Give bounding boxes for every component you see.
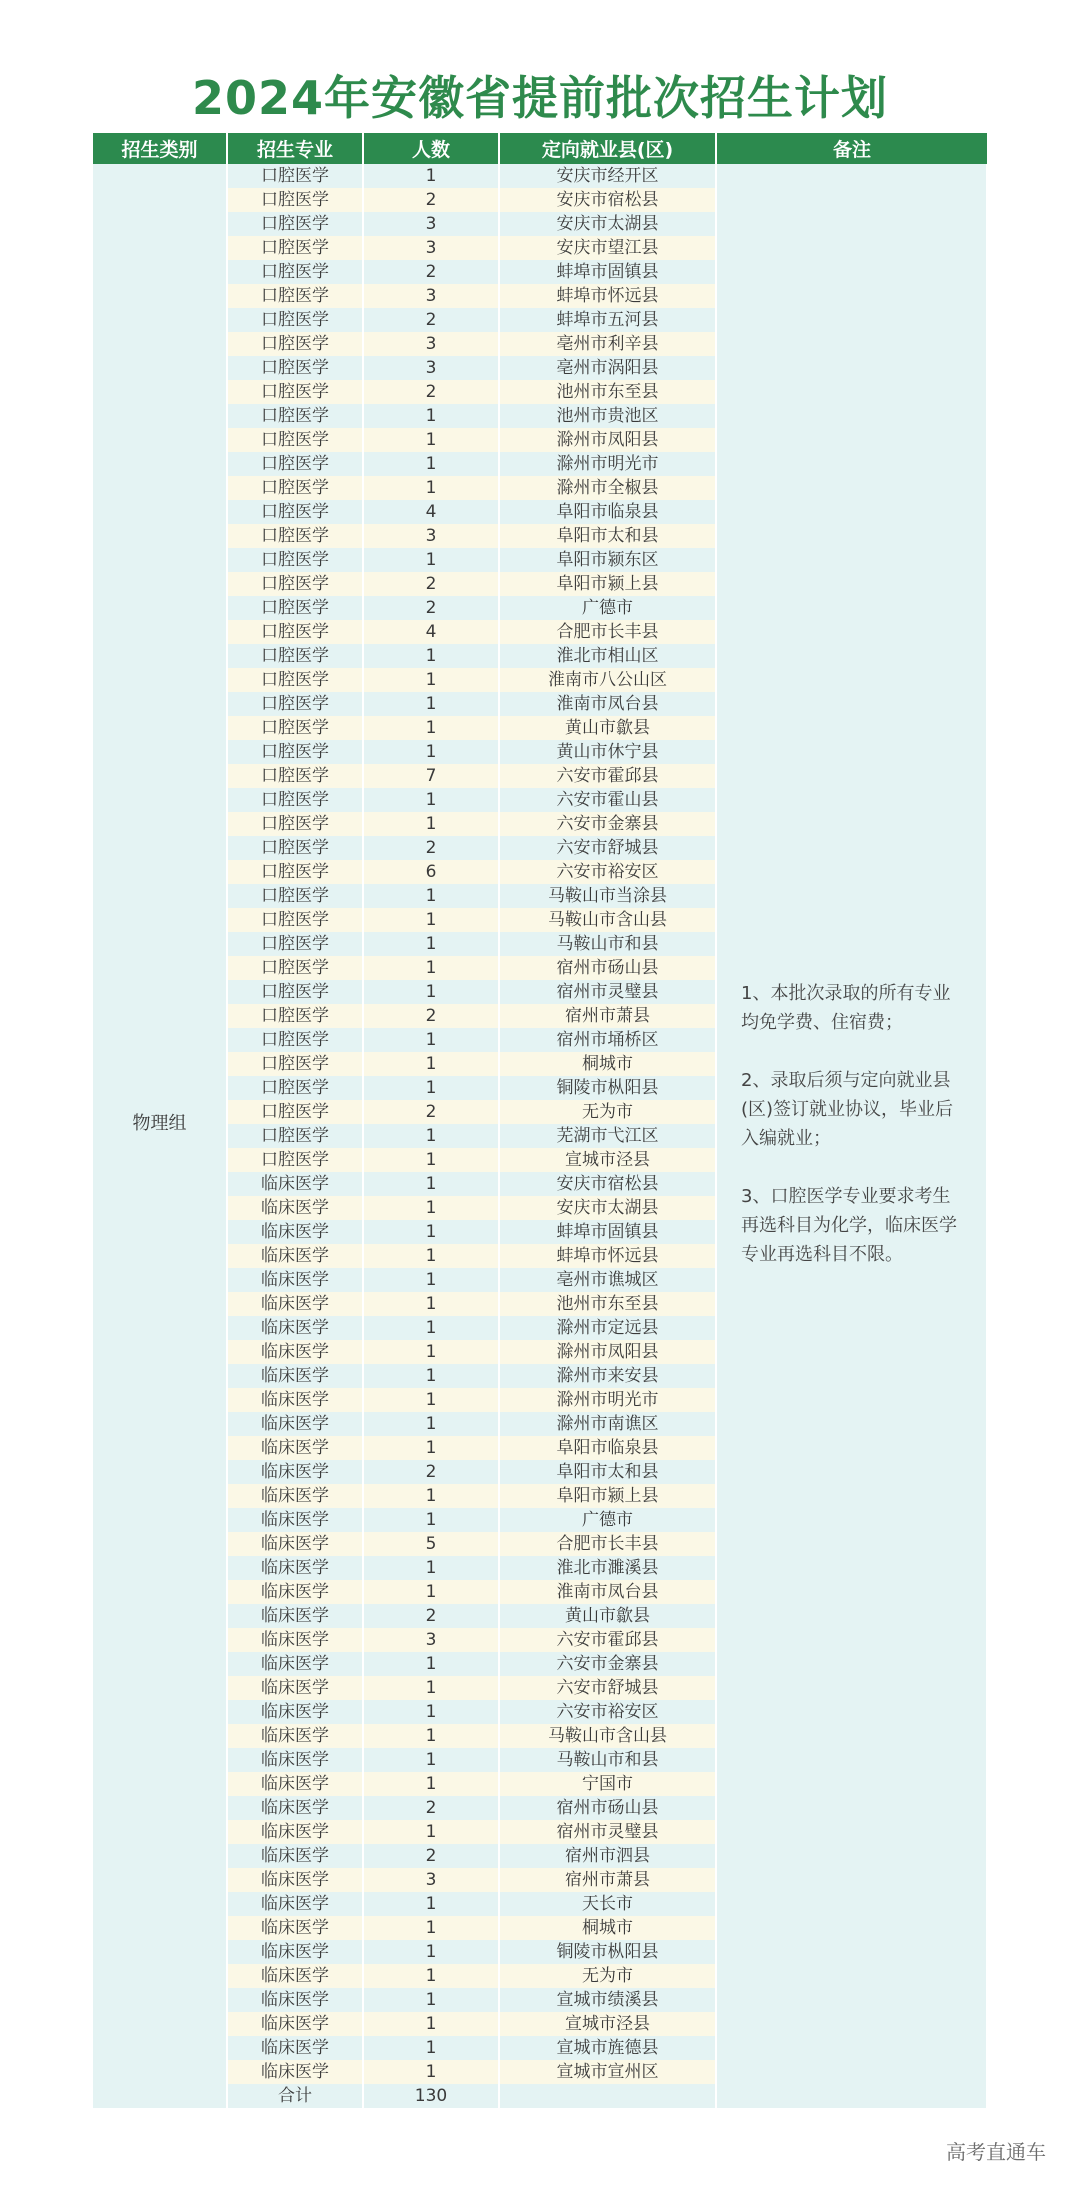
county-cell: 六安市霍邱县	[499, 1628, 716, 1652]
major-cell: 临床医学	[227, 1316, 363, 1340]
count-cell: 2	[363, 1100, 499, 1124]
county-cell: 宿州市灵璧县	[499, 1820, 716, 1844]
county-cell: 铜陵市枞阳县	[499, 1076, 716, 1100]
count-cell: 1	[363, 1556, 499, 1580]
count-cell: 2	[363, 188, 499, 212]
county-cell: 滁州市定远县	[499, 1316, 716, 1340]
major-cell: 临床医学	[227, 1340, 363, 1364]
count-cell: 1	[363, 1196, 499, 1220]
major-cell: 临床医学	[227, 1484, 363, 1508]
count-cell: 3	[363, 332, 499, 356]
county-cell: 亳州市利辛县	[499, 332, 716, 356]
major-cell: 口腔医学	[227, 332, 363, 356]
major-cell: 口腔医学	[227, 812, 363, 836]
county-cell: 黄山市歙县	[499, 716, 716, 740]
county-cell: 滁州市凤阳县	[499, 428, 716, 452]
major-cell: 口腔医学	[227, 956, 363, 980]
count-cell: 1	[363, 740, 499, 764]
county-cell: 宿州市萧县	[499, 1004, 716, 1028]
major-cell: 口腔医学	[227, 932, 363, 956]
county-cell: 滁州市南谯区	[499, 1412, 716, 1436]
county-cell: 黄山市休宁县	[499, 740, 716, 764]
major-cell: 临床医学	[227, 1700, 363, 1724]
major-cell: 口腔医学	[227, 428, 363, 452]
table-header-row	[93, 133, 987, 164]
county-cell: 芜湖市弋江区	[499, 1124, 716, 1148]
major-cell: 口腔医学	[227, 860, 363, 884]
count-cell: 1	[363, 788, 499, 812]
county-cell: 宿州市砀山县	[499, 1796, 716, 1820]
major-cell: 临床医学	[227, 1940, 363, 1964]
count-cell: 6	[363, 860, 499, 884]
major-cell: 口腔医学	[227, 908, 363, 932]
total-row	[93, 2084, 987, 2108]
county-cell: 淮南市凤台县	[499, 1580, 716, 1604]
major-cell: 口腔医学	[227, 764, 363, 788]
major-cell: 临床医学	[227, 1532, 363, 1556]
count-cell: 1	[363, 1748, 499, 1772]
count-cell: 1	[363, 812, 499, 836]
table-row	[93, 164, 987, 188]
count-cell: 1	[363, 1268, 499, 1292]
major-cell: 口腔医学	[227, 1028, 363, 1052]
count-cell: 1	[363, 1244, 499, 1268]
county-cell: 蚌埠市五河县	[499, 308, 716, 332]
count-cell: 1	[363, 1364, 499, 1388]
county-cell: 宣城市泾县	[499, 1148, 716, 1172]
county-cell: 安庆市经开区	[499, 164, 716, 188]
count-cell: 1	[363, 2060, 499, 2084]
count-cell: 1	[363, 1292, 499, 1316]
count-cell: 1	[363, 932, 499, 956]
count-cell: 3	[363, 1868, 499, 1892]
major-cell: 口腔医学	[227, 884, 363, 908]
county-cell: 阜阳市颍上县	[499, 1484, 716, 1508]
header-count: 人数	[363, 133, 499, 164]
county-cell: 阜阳市太和县	[499, 524, 716, 548]
major-cell: 临床医学	[227, 2060, 363, 2084]
major-cell: 临床医学	[227, 1508, 363, 1532]
major-cell: 口腔医学	[227, 644, 363, 668]
count-cell: 1	[363, 428, 499, 452]
count-cell: 1	[363, 692, 499, 716]
count-cell: 1	[363, 980, 499, 1004]
count-cell: 1	[363, 1652, 499, 1676]
count-cell: 1	[363, 1676, 499, 1700]
county-cell: 滁州市明光市	[499, 1388, 716, 1412]
county-cell: 淮南市凤台县	[499, 692, 716, 716]
count-cell: 1	[363, 1436, 499, 1460]
count-cell: 1	[363, 1700, 499, 1724]
major-cell: 临床医学	[227, 1676, 363, 1700]
count-cell: 1	[363, 1148, 499, 1172]
major-cell: 口腔医学	[227, 500, 363, 524]
header-major: 招生专业	[227, 133, 363, 164]
count-cell: 1	[363, 1892, 499, 1916]
major-cell: 口腔医学	[227, 1148, 363, 1172]
major-cell: 临床医学	[227, 1388, 363, 1412]
county-cell: 阜阳市临泉县	[499, 1436, 716, 1460]
county-cell: 广德市	[499, 596, 716, 620]
total-value: 130	[363, 2084, 499, 2108]
major-cell: 口腔医学	[227, 1004, 363, 1028]
major-cell: 临床医学	[227, 1748, 363, 1772]
county-cell: 六安市裕安区	[499, 1700, 716, 1724]
major-cell: 临床医学	[227, 1820, 363, 1844]
major-cell: 口腔医学	[227, 548, 363, 572]
county-cell: 安庆市太湖县	[499, 1196, 716, 1220]
major-cell: 口腔医学	[227, 980, 363, 1004]
major-cell: 临床医学	[227, 1652, 363, 1676]
major-cell: 临床医学	[227, 1868, 363, 1892]
count-cell: 1	[363, 644, 499, 668]
count-cell: 3	[363, 1628, 499, 1652]
count-cell: 1	[363, 1916, 499, 1940]
watermark: 高考直通车	[946, 2140, 1046, 2164]
major-cell: 口腔医学	[227, 260, 363, 284]
major-cell: 临床医学	[227, 1412, 363, 1436]
enrollment-plan-table	[93, 133, 988, 2108]
major-cell: 临床医学	[227, 1556, 363, 1580]
major-cell: 临床医学	[227, 1916, 363, 1940]
county-cell: 马鞍山市和县	[499, 1748, 716, 1772]
major-cell: 口腔医学	[227, 1076, 363, 1100]
county-cell: 马鞍山市含山县	[499, 1724, 716, 1748]
notes-cell	[716, 164, 987, 2084]
note-item: 2、录取后须与定向就业县(区)签订就业协议，毕业后入编就业；	[741, 1070, 954, 1149]
major-cell: 口腔医学	[227, 164, 363, 188]
count-cell: 3	[363, 212, 499, 236]
count-cell: 1	[363, 1820, 499, 1844]
county-cell: 蚌埠市固镇县	[499, 1220, 716, 1244]
county-cell: 安庆市宿松县	[499, 188, 716, 212]
count-cell: 1	[363, 452, 499, 476]
count-cell: 1	[363, 1388, 499, 1412]
count-cell: 1	[363, 1076, 499, 1100]
major-cell: 口腔医学	[227, 380, 363, 404]
county-cell: 蚌埠市固镇县	[499, 260, 716, 284]
county-cell: 六安市舒城县	[499, 836, 716, 860]
major-cell: 临床医学	[227, 1580, 363, 1604]
page-title: 2024年安徽省提前批次招生计划	[191, 71, 889, 125]
major-cell: 临床医学	[227, 1196, 363, 1220]
header-notes: 备注	[716, 133, 987, 164]
count-cell: 1	[363, 548, 499, 572]
county-cell: 安庆市太湖县	[499, 212, 716, 236]
count-cell: 1	[363, 1052, 499, 1076]
major-cell: 口腔医学	[227, 1124, 363, 1148]
county-cell: 天长市	[499, 1892, 716, 1916]
major-cell: 临床医学	[227, 1964, 363, 1988]
major-cell: 口腔医学	[227, 716, 363, 740]
county-cell: 宣城市宣州区	[499, 2060, 716, 2084]
count-cell: 1	[363, 884, 499, 908]
count-cell: 1	[363, 2012, 499, 2036]
major-cell: 临床医学	[227, 1292, 363, 1316]
major-cell: 口腔医学	[227, 212, 363, 236]
count-cell: 2	[363, 1844, 499, 1868]
county-cell: 六安市霍山县	[499, 788, 716, 812]
count-cell: 2	[363, 260, 499, 284]
count-cell: 2	[363, 1604, 499, 1628]
count-cell: 3	[363, 236, 499, 260]
count-cell: 3	[363, 284, 499, 308]
count-cell: 1	[363, 1484, 499, 1508]
county-cell: 池州市贵池区	[499, 404, 716, 428]
count-cell: 3	[363, 356, 499, 380]
county-cell: 宿州市泗县	[499, 1844, 716, 1868]
county-cell: 六安市霍邱县	[499, 764, 716, 788]
count-cell: 1	[363, 1580, 499, 1604]
count-cell: 1	[363, 1772, 499, 1796]
county-cell: 淮北市濉溪县	[499, 1556, 716, 1580]
major-cell: 临床医学	[227, 1844, 363, 1868]
county-cell: 池州市东至县	[499, 1292, 716, 1316]
count-cell: 1	[363, 2036, 499, 2060]
count-cell: 2	[363, 1796, 499, 1820]
county-cell: 阜阳市颍上县	[499, 572, 716, 596]
category-cell: 物理组	[93, 164, 227, 2084]
county-cell: 无为市	[499, 1100, 716, 1124]
major-cell: 口腔医学	[227, 668, 363, 692]
count-cell: 1	[363, 1940, 499, 1964]
count-cell: 2	[363, 836, 499, 860]
major-cell: 临床医学	[227, 2012, 363, 2036]
count-cell: 1	[363, 1988, 499, 2012]
header-county: 定向就业县(区)	[499, 133, 716, 164]
major-cell: 临床医学	[227, 1244, 363, 1268]
county-cell: 合肥市长丰县	[499, 620, 716, 644]
county-cell: 合肥市长丰县	[499, 1532, 716, 1556]
county-cell: 滁州市全椒县	[499, 476, 716, 500]
count-cell: 1	[363, 404, 499, 428]
major-cell: 临床医学	[227, 1220, 363, 1244]
count-cell: 2	[363, 596, 499, 620]
major-cell: 临床医学	[227, 1772, 363, 1796]
major-cell: 口腔医学	[227, 356, 363, 380]
major-cell: 口腔医学	[227, 404, 363, 428]
county-cell: 安庆市宿松县	[499, 1172, 716, 1196]
county-cell: 无为市	[499, 1964, 716, 1988]
major-cell: 临床医学	[227, 1172, 363, 1196]
total-label: 合计	[227, 2084, 363, 2108]
county-cell: 池州市东至县	[499, 380, 716, 404]
county-cell: 宿州市灵璧县	[499, 980, 716, 1004]
count-cell: 1	[363, 1724, 499, 1748]
county-cell: 滁州市明光市	[499, 452, 716, 476]
count-cell: 1	[363, 668, 499, 692]
major-cell: 临床医学	[227, 1988, 363, 2012]
count-cell: 2	[363, 1004, 499, 1028]
major-cell: 临床医学	[227, 1436, 363, 1460]
major-cell: 临床医学	[227, 1892, 363, 1916]
count-cell: 1	[363, 1220, 499, 1244]
major-cell: 口腔医学	[227, 1100, 363, 1124]
county-cell: 马鞍山市含山县	[499, 908, 716, 932]
county-cell: 安庆市望江县	[499, 236, 716, 260]
major-cell: 临床医学	[227, 1364, 363, 1388]
major-cell: 临床医学	[227, 1604, 363, 1628]
major-cell: 口腔医学	[227, 236, 363, 260]
county-cell: 宿州市埇桥区	[499, 1028, 716, 1052]
major-cell: 临床医学	[227, 1628, 363, 1652]
count-cell: 1	[363, 716, 499, 740]
county-cell: 阜阳市颍东区	[499, 548, 716, 572]
count-cell: 1	[363, 1412, 499, 1436]
county-cell: 宿州市砀山县	[499, 956, 716, 980]
count-cell: 7	[363, 764, 499, 788]
count-cell: 1	[363, 1028, 499, 1052]
count-cell: 1	[363, 1508, 499, 1532]
county-cell: 阜阳市太和县	[499, 1460, 716, 1484]
county-cell: 宁国市	[499, 1772, 716, 1796]
county-cell: 亳州市谯城区	[499, 1268, 716, 1292]
county-cell: 阜阳市临泉县	[499, 500, 716, 524]
major-cell: 口腔医学	[227, 620, 363, 644]
count-cell: 3	[363, 524, 499, 548]
county-cell: 蚌埠市怀远县	[499, 1244, 716, 1268]
county-cell: 广德市	[499, 1508, 716, 1532]
count-cell: 1	[363, 908, 499, 932]
major-cell: 临床医学	[227, 1724, 363, 1748]
note-item: 3、口腔医学专业要求考生再选科目为化学，临床医学专业再选科目不限。	[741, 1186, 957, 1265]
county-cell: 宣城市泾县	[499, 2012, 716, 2036]
count-cell: 1	[363, 1124, 499, 1148]
county-cell: 六安市裕安区	[499, 860, 716, 884]
major-cell: 口腔医学	[227, 836, 363, 860]
count-cell: 1	[363, 956, 499, 980]
county-cell: 淮北市相山区	[499, 644, 716, 668]
count-cell: 2	[363, 572, 499, 596]
county-cell: 滁州市凤阳县	[499, 1340, 716, 1364]
count-cell: 1	[363, 476, 499, 500]
major-cell: 口腔医学	[227, 308, 363, 332]
county-cell: 亳州市涡阳县	[499, 356, 716, 380]
count-cell: 2	[363, 1460, 499, 1484]
major-cell: 口腔医学	[227, 1052, 363, 1076]
count-cell: 5	[363, 1532, 499, 1556]
county-cell: 马鞍山市和县	[499, 932, 716, 956]
major-cell: 临床医学	[227, 2036, 363, 2060]
header-category: 招生类别	[93, 133, 227, 164]
major-cell: 临床医学	[227, 1268, 363, 1292]
major-cell: 口腔医学	[227, 452, 363, 476]
major-cell: 临床医学	[227, 1460, 363, 1484]
count-cell: 1	[363, 164, 499, 188]
count-cell: 1	[363, 1316, 499, 1340]
count-cell: 1	[363, 1172, 499, 1196]
count-cell: 1	[363, 1964, 499, 1988]
major-cell: 口腔医学	[227, 476, 363, 500]
major-cell: 口腔医学	[227, 788, 363, 812]
major-cell: 口腔医学	[227, 596, 363, 620]
county-cell: 宣城市绩溪县	[499, 1988, 716, 2012]
count-cell: 4	[363, 500, 499, 524]
count-cell: 1	[363, 1340, 499, 1364]
county-cell: 黄山市歙县	[499, 1604, 716, 1628]
county-cell: 淮南市八公山区	[499, 668, 716, 692]
county-cell: 蚌埠市怀远县	[499, 284, 716, 308]
major-cell: 临床医学	[227, 1796, 363, 1820]
county-cell: 桐城市	[499, 1052, 716, 1076]
count-cell: 2	[363, 380, 499, 404]
county-cell: 六安市金寨县	[499, 812, 716, 836]
county-cell: 桐城市	[499, 1916, 716, 1940]
major-cell: 口腔医学	[227, 524, 363, 548]
major-cell: 口腔医学	[227, 692, 363, 716]
major-cell: 口腔医学	[227, 188, 363, 212]
major-cell: 口腔医学	[227, 740, 363, 764]
county-cell: 六安市舒城县	[499, 1676, 716, 1700]
county-cell: 马鞍山市当涂县	[499, 884, 716, 908]
county-cell: 六安市金寨县	[499, 1652, 716, 1676]
major-cell: 口腔医学	[227, 284, 363, 308]
table-body	[93, 164, 987, 2084]
county-cell: 滁州市来安县	[499, 1364, 716, 1388]
county-cell: 宣城市旌德县	[499, 2036, 716, 2060]
note-item: 1、本批次录取的所有专业均免学费、住宿费；	[741, 983, 951, 1033]
count-cell: 4	[363, 620, 499, 644]
count-cell: 2	[363, 308, 499, 332]
county-cell: 铜陵市枞阳县	[499, 1940, 716, 1964]
county-cell: 宿州市萧县	[499, 1868, 716, 1892]
major-cell: 口腔医学	[227, 572, 363, 596]
